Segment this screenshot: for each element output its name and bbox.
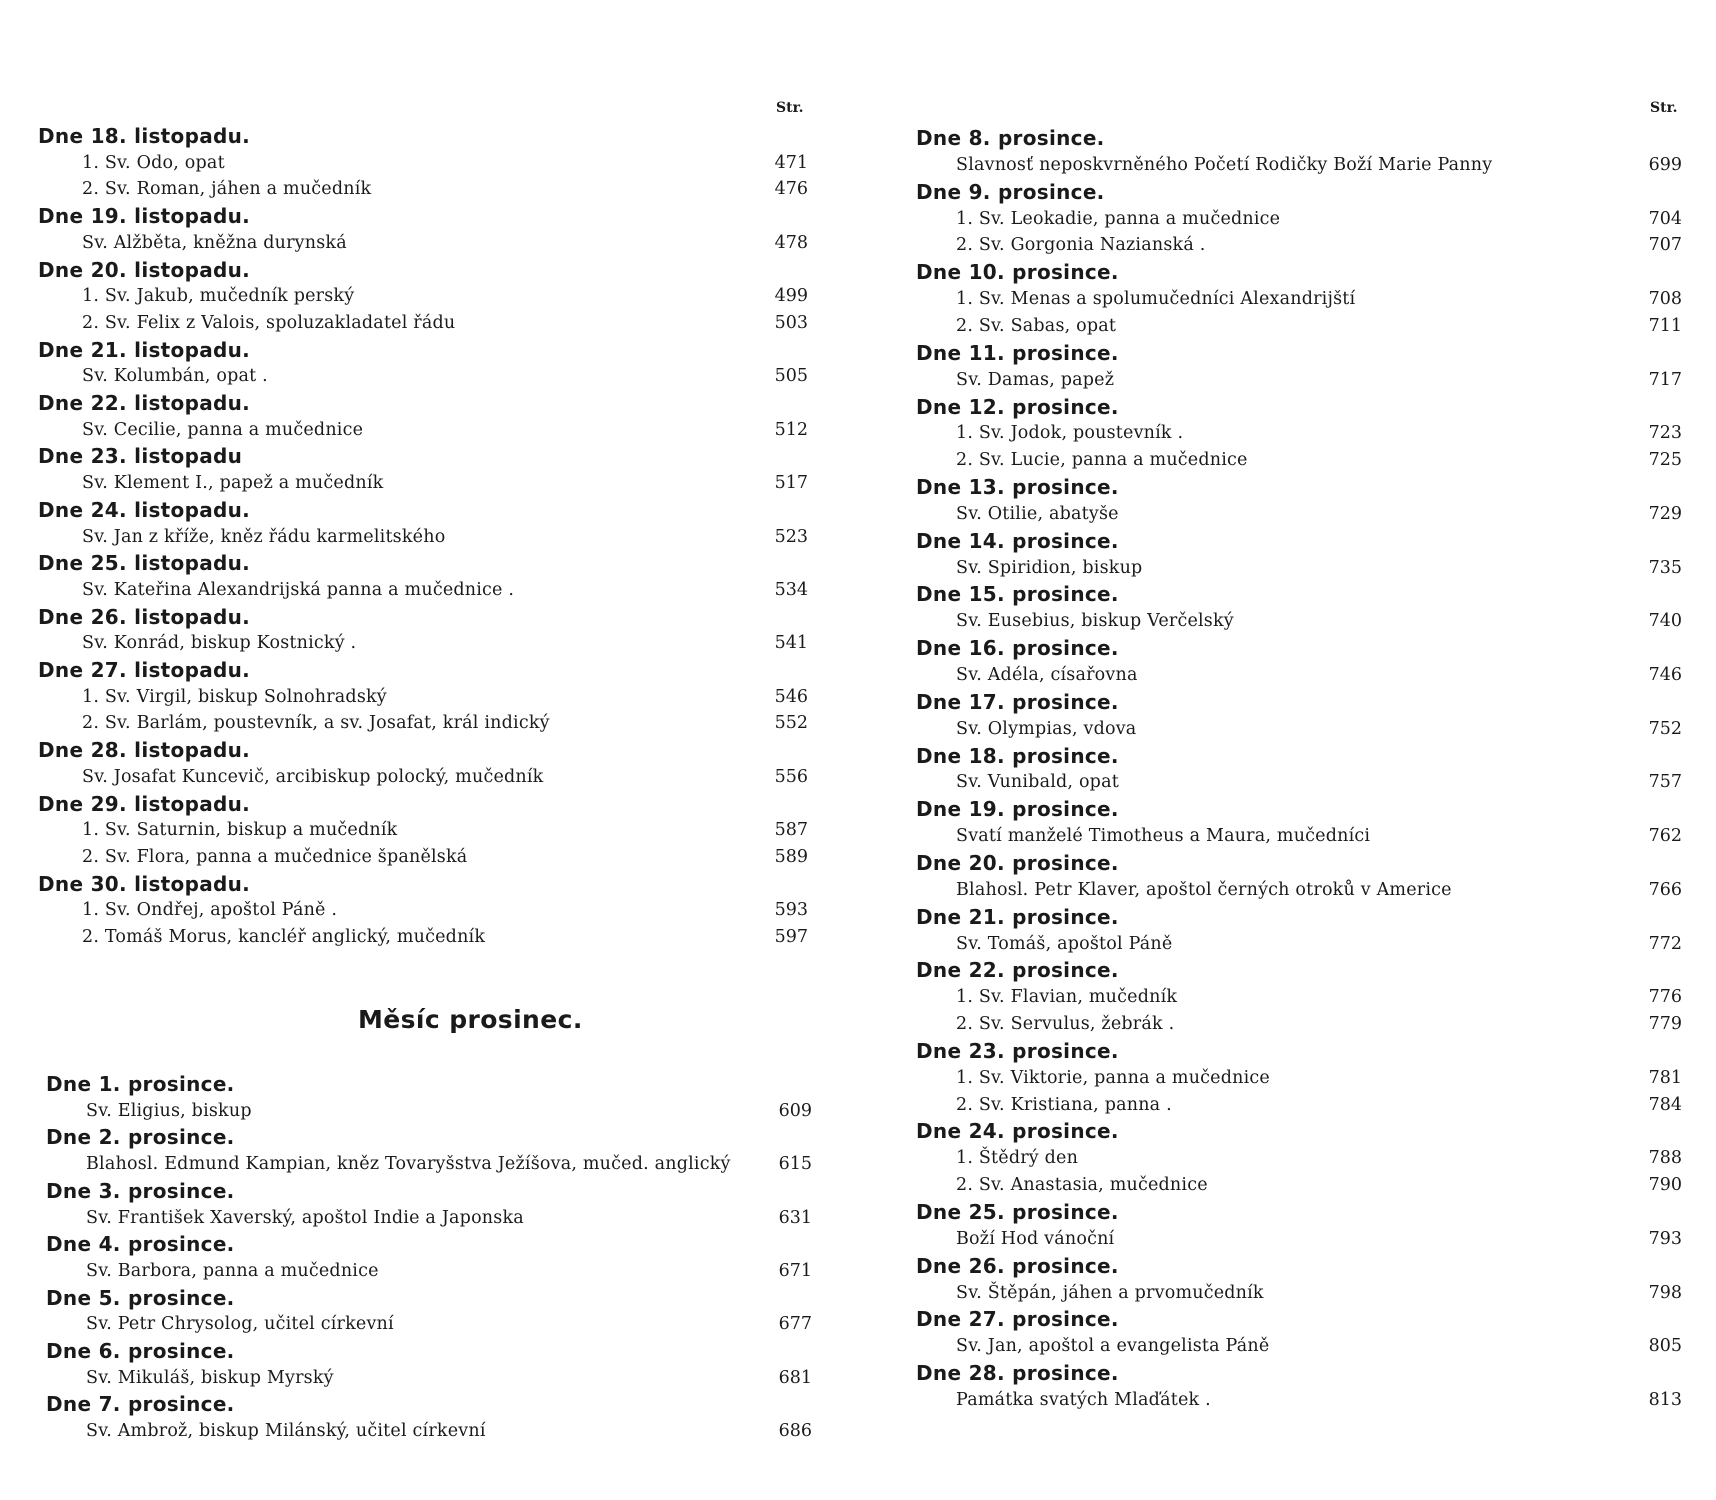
index-entry: Sv. Jan z kříže, kněz řádu karmelitského <box>82 526 446 547</box>
page-number: 711 <box>1648 315 1682 336</box>
day-heading: Dne 14. prosince. <box>916 528 1119 553</box>
page-number: 681 <box>778 1367 812 1388</box>
page-number: 476 <box>774 179 808 200</box>
page-number: 541 <box>774 633 808 654</box>
index-entry: 1. Sv. Jodok, poustevník . <box>956 423 1184 444</box>
day-heading: Dne 26. listopadu. <box>38 604 251 629</box>
index-entry: Sv. Mikuláš, biskup Myrský <box>86 1367 334 1388</box>
index-entry: 2. Sv. Felix z Valois, spoluzakladatel řádu <box>82 312 456 333</box>
index-entry: 1. Sv. Leokadie, panna a mučednice <box>956 208 1281 229</box>
index-entry: 2. Tomáš Morus, kancléř anglický, mučedník <box>82 927 486 947</box>
index-entry: 2. Sv. Lucie, panna a mučednice <box>956 450 1248 471</box>
day-heading: Dne 7. prosince. <box>46 1392 235 1417</box>
day-heading: Dne 19. listopadu. <box>38 204 251 229</box>
day-heading: Dne 27. prosince. <box>916 1307 1119 1332</box>
day-heading: Dne 11. prosince. <box>916 340 1119 365</box>
page-number: 597 <box>774 927 808 947</box>
page-number: 478 <box>774 232 808 253</box>
day-heading: Dne 8. prosince. <box>916 126 1105 150</box>
day-heading: Dne 25. listopadu. <box>38 551 251 576</box>
index-entry: Sv. Štěpán, jáhen a prvomučedník <box>956 1282 1264 1303</box>
page-number: 798 <box>1648 1282 1682 1303</box>
page-number: 784 <box>1648 1094 1682 1115</box>
day-heading: Dne 4. prosince. <box>46 1232 235 1257</box>
index-entry: 2. Sv. Anastasia, mučednice <box>956 1175 1208 1196</box>
index-entry: 1. Sv. Saturnin, biskup a mučedník <box>82 820 398 841</box>
index-entry: Boží Hod vánoční <box>956 1228 1115 1249</box>
page-number: 534 <box>774 579 808 600</box>
page-number: 779 <box>1648 1014 1682 1035</box>
day-heading: Dne 3. prosince. <box>46 1178 235 1203</box>
index-entry: Sv. Alžběta, kněžna durynská <box>82 232 347 253</box>
page-number: 735 <box>1648 557 1682 578</box>
index-entry: 1. Sv. Odo, opat <box>82 152 225 173</box>
day-heading: Dne 29. listopadu. <box>38 791 251 816</box>
index-entry: Sv. Damas, papež <box>956 369 1115 390</box>
page-number: 471 <box>774 152 808 173</box>
index-entry: Sv. Ambrož, biskup Milánský, učitel církevní <box>86 1421 486 1442</box>
page-number: 729 <box>1648 503 1682 524</box>
page-number: 556 <box>774 766 808 787</box>
index-entry: Sv. Eusebius, biskup Verčelský <box>956 611 1234 632</box>
page-number: 707 <box>1648 235 1682 256</box>
day-heading: Dne 19. prosince. <box>916 797 1119 822</box>
page-number: 717 <box>1648 369 1682 390</box>
day-heading: Dne 15. prosince. <box>916 582 1119 607</box>
page-number: 757 <box>1648 772 1682 793</box>
page-number: 723 <box>1648 423 1682 444</box>
day-heading: Dne 23. listopadu <box>38 444 243 469</box>
page-number: 615 <box>778 1154 812 1175</box>
index-entry: Sv. Otilie, abatyše <box>956 503 1119 524</box>
index-entry: 1. Sv. Virgil, biskup Solnohradský <box>82 686 387 707</box>
day-heading: Dne 25. prosince. <box>916 1200 1119 1224</box>
index-entry: 2. Sv. Flora, panna a mučednice španělská <box>82 846 468 867</box>
page-number: 793 <box>1648 1228 1682 1249</box>
index-entry: 1. Sv. Flavian, mučedník <box>956 987 1178 1008</box>
index-entry: Sv. Olympias, vdova <box>956 718 1137 739</box>
page-number: 740 <box>1648 611 1682 632</box>
day-heading: Dne 1. prosince. <box>46 1072 235 1096</box>
page-number: 609 <box>778 1100 812 1121</box>
day-heading: Dne 10. prosince. <box>916 260 1119 285</box>
index-entry: Sv. Kolumbán, opat . <box>82 366 268 387</box>
day-heading: Dne 26. prosince. <box>916 1253 1119 1278</box>
index-entry: Sv. Klement I., papež a mučedník <box>82 473 384 494</box>
page-number: 587 <box>774 820 808 841</box>
page-number: 523 <box>774 526 808 547</box>
day-heading: Dne 21. listopadu. <box>38 337 251 362</box>
page-number: 772 <box>1648 933 1682 954</box>
page-number: 589 <box>774 846 808 867</box>
index-entry: Sv. František Xaverský, apoštol Indie a Japonska <box>86 1207 524 1228</box>
index-entry: 2. Sv. Servulus, žebrák . <box>956 1014 1175 1035</box>
page-number: 677 <box>778 1314 812 1335</box>
index-entry: Sv. Barbora, panna a mučednice <box>86 1260 379 1281</box>
day-heading: Dne 18. listopadu. <box>38 124 251 148</box>
page-number: 593 <box>774 900 808 921</box>
page-number: 546 <box>774 686 808 707</box>
day-heading: Dne 24. listopadu. <box>38 497 251 522</box>
index-entry: 1. Sv. Jakub, mučedník perský <box>82 286 355 307</box>
page-number: 512 <box>774 419 808 440</box>
index-entry: Sv. Tomáš, apoštol Páně <box>956 933 1173 954</box>
index-entry: Slavnosť neposkvrněného Početí Rodičky Boží Marie Panny <box>956 154 1493 175</box>
index-entry: 2. Sv. Kristiana, panna . <box>956 1094 1172 1115</box>
index-entry: Svatí manželé Timotheus a Maura, mučedníci <box>956 826 1371 847</box>
day-heading: Dne 22. listopadu. <box>38 391 251 415</box>
page-number: 790 <box>1648 1175 1682 1196</box>
page-number: 708 <box>1648 289 1682 310</box>
page-number: 752 <box>1648 718 1682 739</box>
day-heading: Dne 28. prosince. <box>916 1361 1119 1386</box>
day-heading: Dne 2. prosince. <box>46 1125 235 1150</box>
index-entry: Sv. Kateřina Alexandrijská panna a mučednice . <box>82 579 515 600</box>
page-number: 805 <box>1648 1336 1682 1357</box>
index-entry: 2. Sv. Roman, jáhen a mučedník <box>82 179 372 200</box>
page-number: 499 <box>774 286 808 307</box>
day-heading: Dne 30. listopadu. <box>38 871 251 896</box>
page-number: 746 <box>1648 665 1682 685</box>
day-heading: Dne 20. prosince. <box>916 850 1119 875</box>
page-number: 788 <box>1648 1148 1682 1169</box>
page-number: 686 <box>778 1421 812 1442</box>
day-heading: Dne 28. listopadu. <box>38 738 251 763</box>
page-column-header: Str. <box>776 100 804 116</box>
index-entry: 2. Sv. Sabas, opat <box>956 315 1117 336</box>
day-heading: Dne 17. prosince. <box>916 689 1119 714</box>
index-entry: Sv. Jan, apoštol a evangelista Páně <box>956 1336 1270 1357</box>
page-number: 699 <box>1648 154 1682 175</box>
page-number: 781 <box>1648 1067 1682 1088</box>
index-entry: 1. Sv. Viktorie, panna a mučednice <box>956 1067 1270 1088</box>
index-entry: Sv. Petr Chrysolog, učitel církevní <box>86 1314 394 1335</box>
index-entry: Sv. Adéla, císařovna <box>956 665 1138 685</box>
index-entry: Sv. Konrád, biskup Kostnický . <box>82 633 357 654</box>
index-entry: Sv. Josafat Kuncevič, arcibiskup polocký, mučedník <box>82 766 544 787</box>
day-heading: Dne 9. prosince. <box>916 179 1105 204</box>
day-heading: Dne 20. listopadu. <box>38 257 251 282</box>
day-heading: Dne 12. prosince. <box>916 394 1119 419</box>
page-number: 813 <box>1648 1389 1682 1410</box>
day-heading: Dne 16. prosince. <box>916 636 1119 661</box>
index-entry: 2. Sv. Gorgonia Nazianská . <box>956 235 1206 256</box>
page-number: 503 <box>774 312 808 333</box>
index-entry: 1. Sv. Menas a spolumučedníci Alexandrijští <box>956 289 1356 310</box>
day-heading: Dne 6. prosince. <box>46 1339 235 1363</box>
index-entry: Sv. Vunibald, opat <box>956 772 1119 793</box>
index-entry: Sv. Spiridion, biskup <box>956 557 1143 578</box>
day-heading: Dne 13. prosince. <box>916 475 1119 500</box>
month-title: Měsíc prosinec. <box>358 1005 583 1034</box>
index-entry: Sv. Cecilie, panna a mučednice <box>82 419 364 440</box>
index-entry: 1. Sv. Ondřej, apoštol Páně . <box>82 900 338 921</box>
day-heading: Dne 21. prosince. <box>916 904 1119 929</box>
page-number: 725 <box>1648 450 1682 471</box>
index-entry: Památka svatých Mlaďátek . <box>956 1389 1211 1410</box>
page-number: 552 <box>774 713 808 734</box>
page-number: 505 <box>774 366 808 387</box>
day-heading: Dne 5. prosince. <box>46 1285 235 1310</box>
index-entry: Blahosl. Edmund Kampian, kněz Tovaryšstva Ježíšova, mučed. anglický <box>86 1154 731 1175</box>
page-number: 776 <box>1648 987 1682 1008</box>
page-number: 517 <box>774 473 808 494</box>
day-heading: Dne 18. prosince. <box>916 743 1119 768</box>
page-number: 671 <box>778 1260 812 1281</box>
page-number: 762 <box>1648 826 1682 847</box>
day-heading: Dne 23. prosince. <box>916 1038 1119 1063</box>
index-entry: 2. Sv. Barlám, poustevník, a sv. Josafat, král indický <box>82 713 550 734</box>
day-heading: Dne 27. listopadu. <box>38 658 251 682</box>
index-entry: Sv. Eligius, biskup <box>86 1100 252 1121</box>
day-heading: Dne 24. prosince. <box>916 1119 1119 1144</box>
page-number: 704 <box>1648 208 1682 229</box>
day-heading: Dne 22. prosince. <box>916 958 1119 983</box>
page-number: 766 <box>1648 879 1682 900</box>
index-entry: Blahosl. Petr Klaver, apoštol černých otroků v Americe <box>956 879 1452 900</box>
index-entry: 1. Štědrý den <box>956 1148 1079 1169</box>
page-column-header: Str. <box>1650 100 1678 116</box>
page-number: 631 <box>778 1207 812 1228</box>
